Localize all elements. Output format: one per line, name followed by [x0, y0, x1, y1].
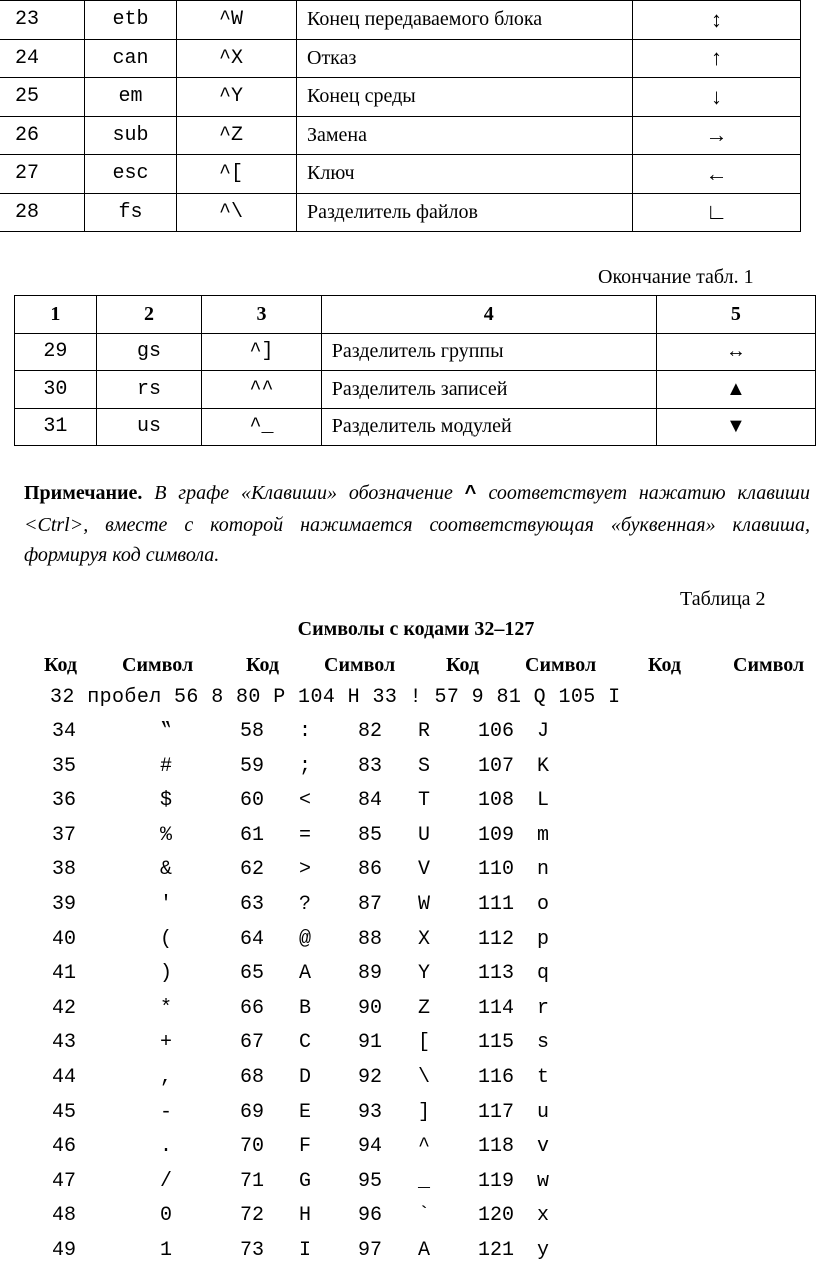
- symbol-cell: q: [537, 962, 550, 986]
- code-cell: 65: [240, 962, 265, 986]
- code-cell: 117: [478, 1100, 515, 1124]
- description-cell: Отказ: [297, 39, 633, 78]
- table2-label: Таблица 2: [680, 588, 766, 610]
- table-row: [0, 858, 816, 893]
- code-cell: 59: [240, 754, 265, 778]
- column-header: 1: [15, 296, 97, 334]
- symbol-cell: $: [160, 789, 173, 813]
- table-row: [15, 408, 816, 446]
- description-cell: Разделитель файлов: [297, 193, 633, 232]
- symbol-cell: F: [299, 1135, 312, 1159]
- symbol-cell: L: [537, 789, 550, 813]
- code-cell: 93: [358, 1100, 383, 1124]
- symbol-cell: S: [418, 754, 431, 778]
- description-cell: Разделитель группы: [321, 333, 656, 371]
- symbol-cell: ←: [633, 155, 801, 194]
- code-cell: 61: [240, 823, 265, 847]
- symbol-cell: V: [418, 858, 431, 882]
- symbol-cell: ]: [418, 1100, 431, 1124]
- symbol-cell: A: [299, 962, 312, 986]
- symbol-cell: ': [160, 893, 173, 916]
- code-cell: 108: [478, 789, 515, 813]
- symbol-cell: R: [418, 720, 431, 743]
- column-header: Код: [44, 654, 78, 676]
- code-cell: 118: [478, 1135, 515, 1159]
- table-row: [0, 193, 801, 232]
- symbol-cell: -: [160, 1100, 173, 1124]
- table2-first-row: 32 пробел 56 8 80 P 104 H 33 ! 57 9 81 Q 105 I: [50, 686, 621, 709]
- code-cell: 120: [478, 1204, 515, 1228]
- continuation-label: Окончание табл. 1: [598, 266, 754, 288]
- code-cell: 107: [478, 754, 515, 778]
- symbol-cell: *: [160, 996, 173, 1020]
- column-header: Символ: [122, 654, 194, 676]
- column-header: Код: [246, 654, 280, 676]
- code-cell: 97: [358, 1239, 383, 1262]
- name-cell: esc: [85, 155, 177, 194]
- symbol-cell: G: [299, 1169, 312, 1193]
- symbol-cell: n: [537, 858, 550, 882]
- code-cell: 119: [478, 1169, 515, 1193]
- keys-cell: ^]: [202, 333, 322, 371]
- code-cell: 88: [358, 927, 383, 951]
- symbol-cell: 1: [160, 1239, 173, 1262]
- code-cell: 47: [52, 1169, 77, 1193]
- description-cell: Конец среды: [297, 78, 633, 117]
- table-row: [0, 893, 816, 928]
- table-row: [0, 116, 801, 155]
- symbol-cell: X: [418, 927, 431, 951]
- column-header: Символ: [324, 654, 396, 676]
- code-cell: 67: [240, 1031, 265, 1055]
- table-row: [0, 155, 801, 194]
- name-cell: us: [96, 408, 202, 446]
- table-row: [0, 962, 816, 997]
- code-cell: 62: [240, 858, 265, 882]
- symbol-cell: `: [418, 1204, 431, 1228]
- code-cell: 44: [52, 1066, 77, 1089]
- symbol-cell: <: [299, 789, 312, 813]
- note-paragraph: [24, 478, 810, 570]
- symbol-cell: Z: [418, 996, 431, 1020]
- code-cell: 110: [478, 858, 515, 882]
- keys-cell: ^W: [177, 1, 297, 40]
- symbol-cell: 0: [160, 1204, 173, 1228]
- symbol-cell: [: [418, 1031, 431, 1055]
- symbol-cell: x: [537, 1204, 550, 1228]
- symbol-cell: ‟: [160, 720, 173, 743]
- symbol-cell: W: [418, 893, 431, 916]
- table-row: [0, 78, 801, 117]
- name-cell: gs: [96, 333, 202, 371]
- symbol-cell: ↓: [633, 78, 801, 117]
- keys-cell: ^X: [177, 39, 297, 78]
- symbol-cell: =: [299, 823, 312, 847]
- column-header: 4: [321, 296, 656, 334]
- code-cell: 48: [52, 1204, 77, 1228]
- symbol-cell: ▼: [656, 408, 815, 446]
- symbol-cell: \: [418, 1066, 431, 1089]
- code-cell: 70: [240, 1135, 265, 1159]
- code-cell: 90: [358, 996, 383, 1020]
- code-cell: 68: [240, 1066, 265, 1089]
- name-cell: fs: [85, 193, 177, 232]
- symbol-cell: t: [537, 1066, 550, 1089]
- symbol-cell: H: [299, 1204, 312, 1228]
- symbol-cell: p: [537, 927, 550, 951]
- symbol-cell: ∟: [633, 193, 801, 232]
- code-cell: 71: [240, 1169, 265, 1193]
- column-header: 2: [96, 296, 202, 334]
- code-cell: 49: [52, 1239, 77, 1262]
- description-cell: Разделитель модулей: [321, 408, 656, 446]
- symbol-cell: ↕: [633, 1, 801, 40]
- code-cell: 73: [240, 1239, 265, 1262]
- code-cell: 34: [52, 720, 77, 743]
- column-header: Код: [446, 654, 480, 676]
- code-cell: 89: [358, 962, 383, 986]
- code-cell: 121: [478, 1239, 515, 1262]
- code-cell: 66: [240, 996, 265, 1020]
- symbol-cell: >: [299, 858, 312, 882]
- symbol-cell: /: [160, 1169, 173, 1193]
- code-cell: 115: [478, 1031, 515, 1055]
- description-cell: Замена: [297, 116, 633, 155]
- table-row: [0, 1, 801, 40]
- table-header-row: [15, 296, 816, 334]
- note-caret: ^: [464, 483, 477, 506]
- code-cell: 87: [358, 893, 383, 916]
- keys-cell: ^Z: [177, 116, 297, 155]
- code-cell: 30: [15, 371, 97, 409]
- code-cell: 23: [0, 1, 85, 40]
- table-row: [0, 39, 801, 78]
- code-cell: 96: [358, 1204, 383, 1228]
- name-cell: rs: [96, 371, 202, 409]
- symbol-cell: s: [537, 1031, 550, 1055]
- code-cell: 92: [358, 1066, 383, 1089]
- code-cell: 83: [358, 754, 383, 778]
- code-cell: 109: [478, 823, 515, 847]
- symbol-cell: Y: [418, 962, 431, 986]
- symbol-cell: B: [299, 996, 312, 1020]
- symbol-cell: →: [633, 116, 801, 155]
- symbol-cell: %: [160, 823, 173, 847]
- symbol-cell: A: [418, 1239, 431, 1262]
- name-cell: em: [85, 78, 177, 117]
- symbol-cell: #: [160, 754, 173, 778]
- table-row: [0, 1066, 816, 1101]
- code-cell: 91: [358, 1031, 383, 1055]
- code-cell: 36: [52, 789, 77, 813]
- code-cell: 106: [478, 720, 515, 743]
- description-cell: Конец передаваемого блока: [297, 1, 633, 40]
- symbol-cell: (: [160, 927, 173, 951]
- symbol-cell: .: [160, 1135, 173, 1159]
- symbol-cell: o: [537, 893, 550, 916]
- symbol-cell: _: [418, 1169, 431, 1193]
- column-header: Код: [648, 654, 682, 676]
- code-cell: 40: [52, 927, 77, 951]
- table-row: [0, 1204, 816, 1239]
- column-header: Символ: [525, 654, 597, 676]
- code-cell: 38: [52, 858, 77, 882]
- code-cell: 24: [0, 39, 85, 78]
- code-cell: 45: [52, 1100, 77, 1124]
- code-cell: 42: [52, 996, 77, 1020]
- symbol-cell: ▲: [656, 371, 815, 409]
- code-cell: 29: [15, 333, 97, 371]
- keys-cell: ^^: [202, 371, 322, 409]
- table1-end: [14, 295, 816, 446]
- name-cell: can: [85, 39, 177, 78]
- code-cell: 41: [52, 962, 77, 986]
- code-cell: 35: [52, 754, 77, 778]
- code-cell: 60: [240, 789, 265, 813]
- table-row: [0, 824, 816, 859]
- table-row: [15, 371, 816, 409]
- symbol-cell: v: [537, 1135, 550, 1159]
- column-header: Символ: [733, 654, 805, 676]
- code-cell: 86: [358, 858, 383, 882]
- note-text-1: В графе «Клавиши» обозначение: [142, 482, 465, 504]
- symbol-cell: T: [418, 789, 431, 813]
- symbol-cell: :: [299, 720, 312, 743]
- code-cell: 82: [358, 720, 383, 743]
- symbol-cell: J: [537, 720, 550, 743]
- code-cell: 63: [240, 893, 265, 916]
- symbol-cell: E: [299, 1100, 312, 1124]
- description-cell: Разделитель записей: [321, 371, 656, 409]
- table2-title: Символы с кодами 32–127: [297, 618, 535, 640]
- table-row: [0, 1101, 816, 1136]
- symbol-cell: ^: [418, 1135, 431, 1159]
- symbol-cell: u: [537, 1100, 550, 1124]
- code-cell: 31: [15, 408, 97, 446]
- table-row: [0, 1135, 816, 1170]
- symbol-cell: C: [299, 1031, 312, 1055]
- symbol-cell: @: [299, 927, 312, 951]
- symbol-cell: ;: [299, 754, 312, 778]
- code-cell: 94: [358, 1135, 383, 1159]
- name-cell: etb: [85, 1, 177, 40]
- code-cell: 95: [358, 1169, 383, 1193]
- note-label: Примечание.: [24, 482, 143, 504]
- column-header: 5: [656, 296, 815, 334]
- code-cell: 116: [478, 1066, 515, 1089]
- table-row: [0, 720, 816, 755]
- symbol-cell: D: [299, 1066, 312, 1089]
- keys-cell: ^\: [177, 193, 297, 232]
- symbol-cell: m: [537, 823, 550, 847]
- column-header: 3: [202, 296, 322, 334]
- code-cell: 25: [0, 78, 85, 117]
- table-row: [0, 928, 816, 963]
- symbol-cell: &: [160, 858, 173, 882]
- code-cell: 46: [52, 1135, 77, 1159]
- symbol-cell: ,: [160, 1066, 173, 1089]
- code-cell: 69: [240, 1100, 265, 1124]
- table-row: [0, 1239, 816, 1274]
- table-row: [15, 333, 816, 371]
- table-row: [0, 1170, 816, 1205]
- keys-cell: ^Y: [177, 78, 297, 117]
- code-cell: 37: [52, 823, 77, 847]
- code-cell: 64: [240, 927, 265, 951]
- symbol-cell: +: [160, 1031, 173, 1055]
- note-text-2: соответствует нажатию клавиши <Ctrl>, вместе с которой нажимается соответствующая «буквенная» клавиша, формируя код символа.: [24, 482, 810, 566]
- code-cell: 112: [478, 927, 515, 951]
- code-cell: 85: [358, 823, 383, 847]
- table-row: [0, 755, 816, 790]
- code-cell: 28: [0, 193, 85, 232]
- symbol-cell: K: [537, 754, 550, 778]
- code-cell: 58: [240, 720, 265, 743]
- symbol-cell: I: [299, 1239, 312, 1262]
- symbol-cell: w: [537, 1169, 550, 1193]
- code-cell: 26: [0, 116, 85, 155]
- code-cell: 27: [0, 155, 85, 194]
- name-cell: sub: [85, 116, 177, 155]
- code-cell: 84: [358, 789, 383, 813]
- code-cell: 113: [478, 962, 515, 986]
- code-cell: 43: [52, 1031, 77, 1055]
- symbol-cell: ?: [299, 893, 312, 916]
- table-row: [0, 789, 816, 824]
- symbol-cell: U: [418, 823, 431, 847]
- code-cell: 114: [478, 996, 515, 1020]
- code-cell: 39: [52, 893, 77, 916]
- code-cell: 111: [478, 893, 515, 916]
- symbol-cell: ): [160, 962, 173, 986]
- table-row: [0, 997, 816, 1032]
- description-cell: Ключ: [297, 155, 633, 194]
- table-row: [0, 1031, 816, 1066]
- symbol-cell: r: [537, 996, 550, 1020]
- symbol-cell: ↑: [633, 39, 801, 78]
- keys-cell: ^_: [202, 408, 322, 446]
- keys-cell: ^[: [177, 155, 297, 194]
- symbol-cell: ↔: [656, 333, 815, 371]
- symbol-cell: y: [537, 1239, 550, 1262]
- code-cell: 72: [240, 1204, 265, 1228]
- table1-top: [0, 0, 801, 232]
